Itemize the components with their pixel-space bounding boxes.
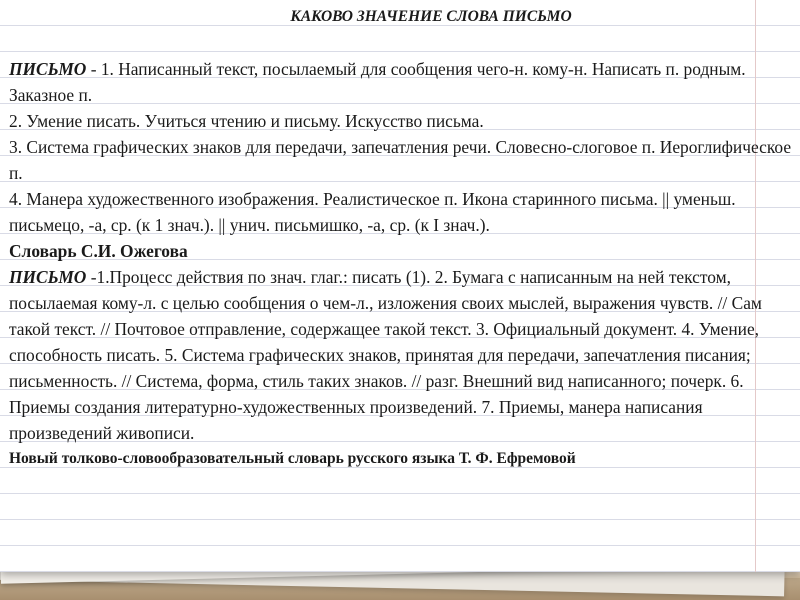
- entry1-text: - 1. Написанный текст, посылаемый для сообщения чего-н. кому-н. Написать п. родным. Заказное п.: [9, 59, 746, 105]
- entry1-sense1: [9, 56, 793, 108]
- entry1-sense3: 3. Система графических знаков для передачи, запечатления речи. Словесно-слоговое п. Иероглифическое п.: [9, 137, 792, 183]
- entry1-headword: ПИСЬМО: [9, 59, 87, 79]
- blank-line: [9, 30, 793, 56]
- entry2-headword: ПИСЬМО: [9, 267, 87, 287]
- entry2-source: Новый толково-словообразовательный словарь русского языка Т. Ф. Ефремовой: [9, 450, 576, 467]
- entry1-sense4: 4. Манера художественного изображения. Реалистическое п. Икона старинного письма. || уменьш. письмецо, -а, ср. (к 1 знач.). || унич. письмишко, -а, ср. (к I знач.).: [9, 189, 736, 235]
- entry2-text: -1.Процесс действия по знач. глаг.: писать (1). 2. Бумага с написанным на ней текстом, посылаемая кому-л. с целью сообщения о чем-л., изложения своих мыслей, выражения чувств. // Сам такой текст. // Почтовое отправление, содержащее такой текст. 3. Официальный документ. 4. Умение, способность писать. 5. Система графических знаков, принятая для передачи, запечатления писания; письменность. // Система, форма, стиль таких знаков. // разг. Внешний вид написанного; почерк. 6. Приемы создания литературно-художественных произведений. 7. Приемы, манера написания произведений живописи.: [9, 267, 762, 443]
- entry1-source: Словарь С.И. Ожегова: [9, 241, 188, 261]
- entry2-definition: [9, 264, 793, 446]
- dictionary-content: [9, 4, 793, 472]
- entry1-sense2: 2. Умение писать. Учиться чтению и письму. Искусство письма.: [9, 111, 484, 131]
- page-title: КАКОВО ЗНАЧЕНИЕ СЛОВА ПИСЬМО: [290, 8, 572, 25]
